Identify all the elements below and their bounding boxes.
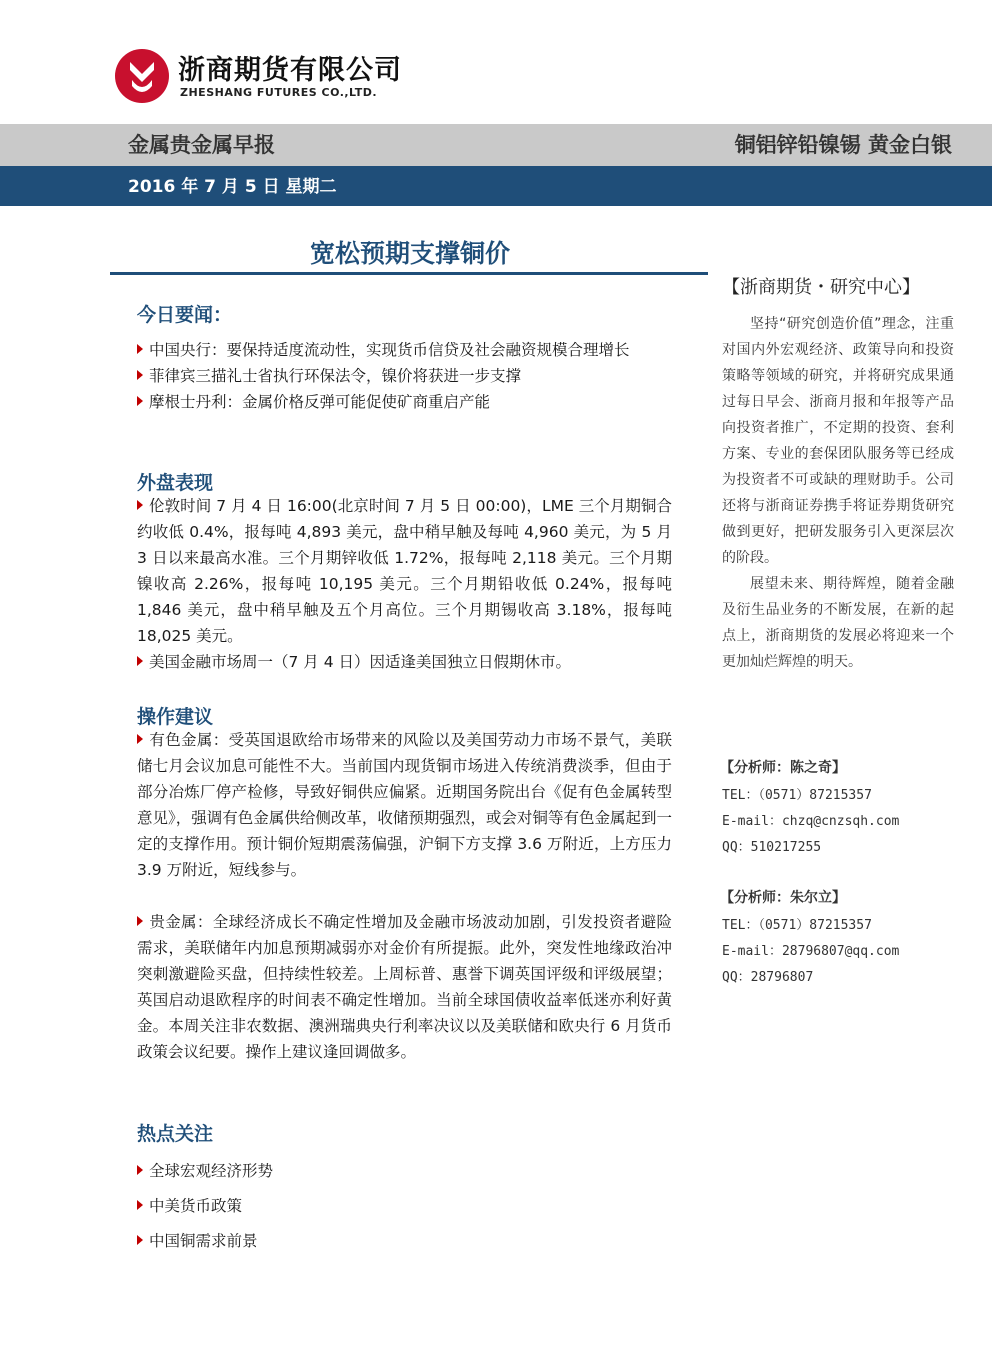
analyst-2-title: 【分析师：朱尔立】	[720, 890, 846, 906]
list-item: 中国央行：要保持适度流动性，实现货币信贷及社会融资规模合理增长	[137, 337, 672, 363]
list-item: 中美货币政策	[137, 1189, 672, 1224]
analyst-1-title: 【分析师：陈之奇】	[720, 760, 846, 776]
advice-heading: 操作建议	[137, 706, 214, 728]
list-item: 全球宏观经济形势	[137, 1154, 672, 1189]
focus-list	[137, 1154, 672, 1259]
news-heading: 今日要闻：	[137, 304, 233, 326]
bullet-icon	[137, 396, 143, 406]
analyst-2-tel: TEL：（0571）87215357	[722, 918, 872, 933]
analyst-1-email[interactable]: E-mail：chzq@cnzsqh.com	[722, 814, 900, 829]
analyst-2-email[interactable]: E-mail：28796807@qq.com	[722, 944, 900, 959]
bullet-icon	[137, 344, 143, 354]
list-item: 伦敦时间 7 月 4 日 16:00(北京时间 7 月 5 日 00:00)，LME 三个月期铜合约收低 0.4%，报每吨 4,893 美元，盘中稍早触及每吨 4,960 美元，为 5 月 3 日以来最高水准。三个月期锌收低 1.72%，报每吨 2,118 美元。三个月期镍收高 2.26%，报每吨 10,195 美元。三个月期铅收低 0.24%，报每吨 1,846 美元，盘中稍早触及五个月高位。三个月期锡收高 3.18%，报每吨 18,025 美元。	[137, 497, 672, 645]
bullet-icon	[137, 1235, 143, 1245]
list-item: 美国金融市场周一（7 月 4 日）因适逢美国独立日假期休市。	[137, 649, 672, 675]
report-type: 金属贵金属早报	[128, 133, 275, 157]
sidebar-heading: 【浙商期货・研究中心】	[722, 277, 920, 298]
advice-list	[137, 727, 672, 1065]
list-item: 中国铜需求前景	[137, 1224, 672, 1259]
bullet-icon	[137, 1200, 143, 1210]
news-list	[137, 337, 672, 415]
title-divider	[110, 272, 708, 275]
list-item: 贵金属：全球经济成长不确定性增加及金融市场波动加剧，引发投资者避险需求，美联储年内加息预期减弱亦对金价有所提振。此外，突发性地缘政治冲突刺激避险买盘，但持续性较差。上周标普、惠誉下调英国评级和评级展望；英国启动退欧程序的时间表不确定性增加。当前全球国债收益率低迷亦利好黄金。本周关注非农数据、澳洲瑞典央行利率决议以及美联储和欧央行 6 月货币政策会议纪要。操作上建议逢回调做多。	[137, 913, 672, 1061]
report-date: 2016 年 7 月 5 日 星期二	[128, 177, 337, 197]
analyst-1-tel: TEL：（0571）87215357	[722, 788, 872, 803]
bullet-icon	[137, 370, 143, 380]
company-name-en: ZHESHANG FUTURES CO.,LTD.	[180, 86, 378, 99]
report-title: 宽松预期支撑铜价	[309, 239, 510, 268]
bullet-icon	[137, 1165, 143, 1175]
overseas-list	[137, 493, 672, 675]
bullet-icon	[137, 656, 143, 666]
list-item: 菲律宾三描礼士省执行环保法令，镍价将获进一步支撑	[137, 363, 672, 389]
bullet-icon	[137, 734, 143, 744]
overseas-heading: 外盘表现	[137, 472, 214, 494]
company-logo-icon	[114, 48, 170, 104]
analyst-1-qq: QQ：510217255	[722, 840, 822, 855]
list-item: 有色金属：受英国退欧给市场带来的风险以及美国劳动力市场不景气，美联储七月会议加息可能性不大。当前国内现货铜市场进入传统消费淡季，但由于部分冶炼厂停产检修，导致好铜供应偏紧。近期国务院出台《促有色金属转型意见》，强调有色金属供给侧改革，收储预期强烈，或会对铜等有色金属起到一定的支撑作用。预计铜价短期震荡偏强，沪铜下方支撑 3.6 万附近，上方压力 3.9 万附近，短线参与。	[137, 731, 672, 879]
list-item: 摩根士丹利：金属价格反弹可能促使矿商重启产能	[137, 389, 672, 415]
company-name-cn: 浙商期货有限公司	[178, 55, 402, 86]
metals-covered: 铜铝锌铅镍锡 黄金白银	[734, 133, 952, 157]
bullet-icon	[137, 916, 143, 926]
sidebar-intro: 坚持“研究创造价值”理念，注重对国内外宏观经济、政策导向和投资策略等领域的研究，并将研究成果通过每日早会、浙商月报和年报等产品向投资者推广，不定期的投资、套利方案、专业的套保团队服务等已经成为投资者不可或缺的理财助手。公司还将与浙商证券携手将证券期货研究做到更好，把研发服务引入更深层次的阶段。	[722, 316, 954, 566]
analyst-2-qq: QQ：28796807	[722, 970, 814, 985]
bullet-icon	[137, 500, 143, 510]
sidebar-outlook: 展望未来、期待辉煌，随着金融及衍生品业务的不断发展，在新的起点上，浙商期货的发展必将迎来一个更加灿烂辉煌的明天。	[722, 576, 954, 670]
focus-heading: 热点关注	[137, 1123, 214, 1145]
